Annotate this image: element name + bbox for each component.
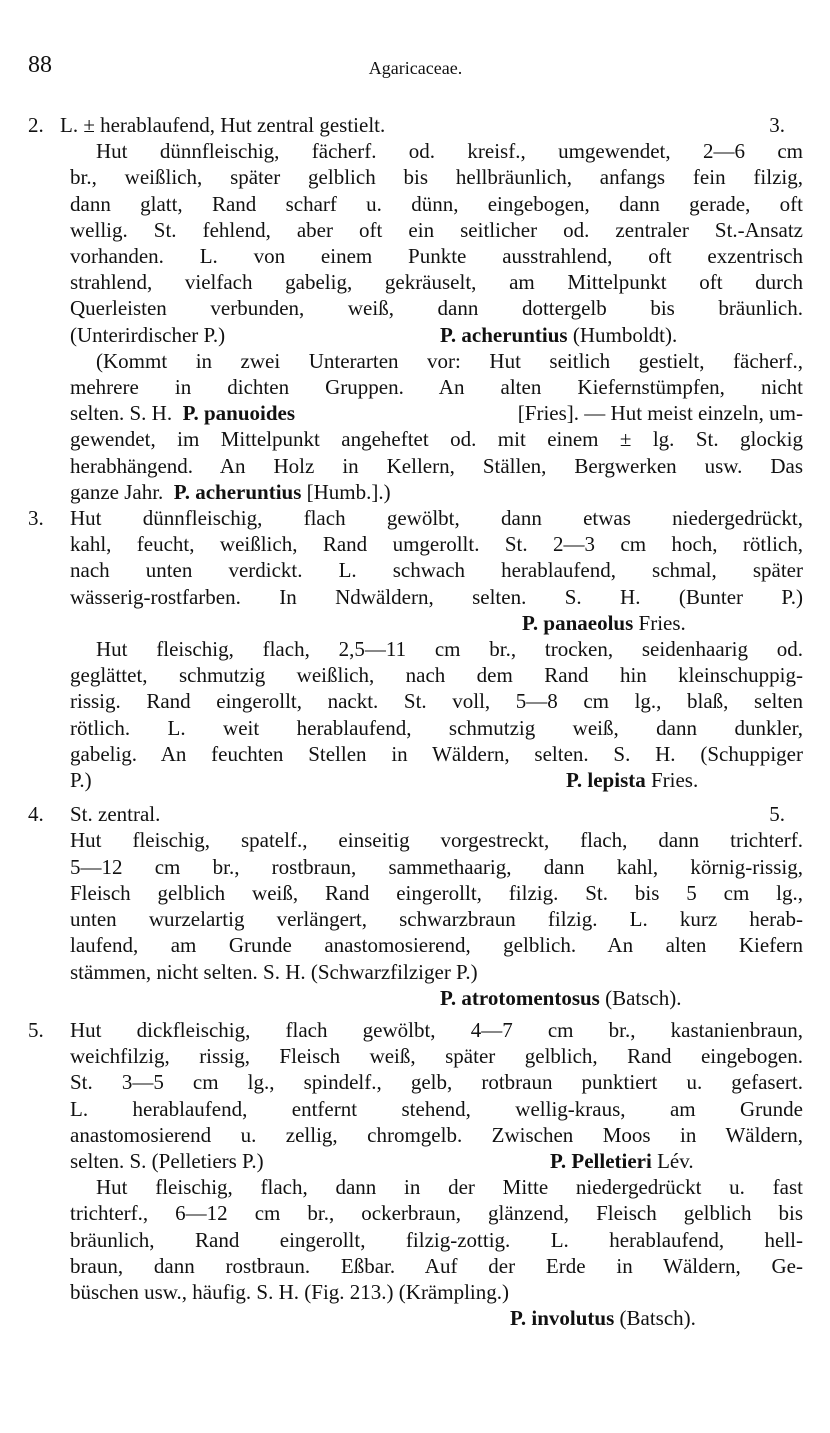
running-title: Agaricaceae.: [368, 58, 463, 78]
key-entry-2: [28, 112, 803, 505]
key-entry-5: [28, 1017, 803, 1331]
text-line: laufend, am Grunde anastomosierend, gelblich. An alten Kiefern: [70, 933, 803, 958]
text-line: Hut fleischig, flach, dann in der Mitte niedergedrückt u. fast: [96, 1175, 803, 1200]
text-line: herabhängend. An Holz in Kellern, Ställen, Bergwerken usw. Das: [70, 453, 803, 478]
text-segment: ganze Jahr.: [70, 479, 164, 504]
text-line: (Kommt in zwei Unterarten vor: Hut seitlich gestielt, fächerf.,: [96, 348, 803, 373]
common-name: (Unterirdischer P.): [70, 322, 226, 347]
text-line: L. herablaufend, entfernt stehend, wellig-kraus, am Grunde: [70, 1096, 803, 1121]
text-line: Fleisch gelblich weiß, Rand eingerollt, filzig. St. bis 5 cm lg.,: [70, 880, 803, 905]
lead-ref: 3.: [769, 113, 785, 137]
species-name: P. panuoides: [182, 401, 296, 426]
species-line: [70, 1148, 803, 1174]
page: [28, 52, 803, 1331]
text-line: Hut dünnfleischig, flach gewölbt, dann etwas niedergedrückt,: [70, 506, 803, 531]
species-line: [70, 610, 803, 636]
text-line: Querleisten verbunden, weiß, dann dottergelb bis bräunlich.: [70, 296, 803, 321]
text-segment: [Humb.].): [306, 479, 391, 504]
lead-ref: 5.: [769, 802, 785, 827]
text-line: anastomosierend u. zellig, chromgelb. Zwischen Moos in Wäldern,: [70, 1122, 803, 1147]
alt-description: [70, 636, 803, 662]
text-line: mehrere in dichten Gruppen. An alten Kiefernstümpfen, nicht: [70, 375, 803, 400]
text-line: Hut dünnfleischig, fächerf. od. kreisf., umgewendet, 2—6 cm: [96, 139, 803, 164]
text-line: gabelig. An feuchten Stellen in Wäldern, selten. S. H. (Schuppiger: [70, 741, 803, 766]
page-header: [28, 52, 803, 92]
key-entry-3: [28, 505, 803, 793]
species-author: Lév.: [657, 1148, 694, 1173]
text-line: trichterf., 6—12 cm br., ockerbraun, glänzend, Fleisch gelblich bis: [70, 1201, 803, 1226]
text-line: kahl, feucht, weißlich, Rand umgerollt. St. 2—3 cm hoch, rötlich,: [70, 532, 803, 557]
entry-number: 5.: [28, 1017, 44, 1042]
text-line: geglättet, schmutzig weißlich, nach dem Rand hin kleinschuppig-: [70, 663, 803, 688]
lead-text: St. zentral.: [70, 802, 161, 827]
text-line: dann glatt, Rand scharf u. dünn, eingebogen, dann gerade, oft: [70, 191, 803, 216]
species-author: (Humboldt).: [572, 322, 678, 347]
species-name: P. panaeolus: [522, 610, 634, 635]
text-line: Hut dickfleischig, flach gewölbt, 4—7 cm br., kastanienbraun,: [70, 1017, 803, 1042]
text-line: br., weißlich, später gelblich bis hellbräunlich, anfangs fein filzig,: [70, 165, 803, 190]
text-line: gewendet, im Mittelpunkt angeheftet od. mit einem ± lg. St. glockig: [70, 427, 803, 452]
species-name: P. lepista: [566, 768, 646, 793]
text-line: braun, dann rostbraun. Eßbar. Auf der Erde in Wäldern, Ge-: [70, 1253, 803, 1278]
text-line: strahlend, vielfach gabelig, gekräuselt, am Mittelpunkt oft durch: [70, 270, 803, 295]
text-line: vorhanden. L. von einem Punkte ausstrahlend, oft exzentrisch: [70, 244, 803, 269]
text-line: rissig. Rand eingerollt, nackt. St. voll, 5—8 cm lg., blaß, selten: [70, 689, 803, 714]
species-author: (Batsch).: [619, 1306, 696, 1331]
species-line: [70, 1305, 803, 1331]
text-line: unten wurzelartig verlängert, schwarzbraun filzig. L. kurz herab-: [70, 907, 803, 932]
text-segment: selten. S. H.: [70, 401, 173, 426]
entry-description: [70, 138, 803, 164]
species-author: (Batsch).: [605, 985, 682, 1010]
text-segment: [Fries]. — Hut meist einzeln, um-: [517, 401, 803, 426]
species-line: [70, 985, 803, 1011]
text-line: 5—12 cm br., rostbraun, sammethaarig, dann kahl, körnig-rissig,: [70, 854, 803, 879]
species-name: P. Pelletieri: [550, 1148, 652, 1173]
text-line: bräunlich, Rand eingerollt, filzig-zottig. L. herablaufend, hell-: [70, 1227, 803, 1252]
text-line: weichfilzig, rissig, Fleisch weiß, später gelblich, Rand eingebogen.: [70, 1044, 803, 1069]
lead-text: L. ± herablaufend, Hut zentral gestielt.: [60, 113, 386, 137]
entry-lead: [70, 801, 803, 827]
species-author: Fries.: [638, 610, 686, 635]
species-name: P. acheruntius: [440, 322, 568, 347]
page-number: 88: [28, 52, 52, 78]
species-line: [70, 322, 803, 348]
text-line: Hut fleischig, flach, 2,5—11 cm br., trocken, seidenhaarig od.: [96, 637, 803, 662]
text-line: wässerig-rostfarben. In Ndwäldern, selten. S. H. (Bunter P.): [70, 584, 803, 609]
text-line: St. 3—5 cm lg., spindelf., gelb, rotbraun punktiert u. gefasert.: [70, 1070, 803, 1095]
key-body: [28, 112, 803, 1331]
species-author: Fries.: [650, 768, 699, 793]
common-name: selten. S. (Pelletiers P.): [70, 1148, 264, 1173]
entry-number: 2.: [28, 113, 44, 137]
entry-number: 3.: [28, 506, 44, 531]
text-line: rötlich. L. weit herablaufend, schmutzig weiß, dann dunkler,: [70, 715, 803, 740]
note-line-species: [70, 400, 803, 426]
species-line: [70, 767, 803, 793]
alt-description: [70, 1174, 803, 1200]
species-name: P. atrotomentosus: [440, 985, 600, 1010]
text-line: wellig. St. fehlend, aber oft ein seitlicher od. zentraler St.-Ansatz: [70, 217, 803, 242]
key-entry-4: [28, 801, 803, 1011]
species-name: P. involutus: [510, 1306, 615, 1331]
text-line: büschen usw., häufig. S. H. (Fig. 213.) (Krämpling.): [70, 1279, 510, 1304]
entry-lead: [60, 112, 803, 138]
text-line: stämmen, nicht selten. S. H. (Schwarzfilziger P.): [70, 959, 478, 984]
note-line-species: [70, 479, 803, 505]
species-name: P. acheruntius: [173, 479, 302, 504]
text-line: Hut fleischig, spatelf., einseitig vorgestreckt, flach, dann trichterf.: [70, 828, 803, 853]
note-block: [70, 348, 803, 374]
text-line: nach unten verdickt. L. schwach herablaufend, schmal, später: [70, 558, 803, 583]
text-segment: P.): [70, 768, 92, 793]
entry-number: 4.: [28, 802, 44, 827]
